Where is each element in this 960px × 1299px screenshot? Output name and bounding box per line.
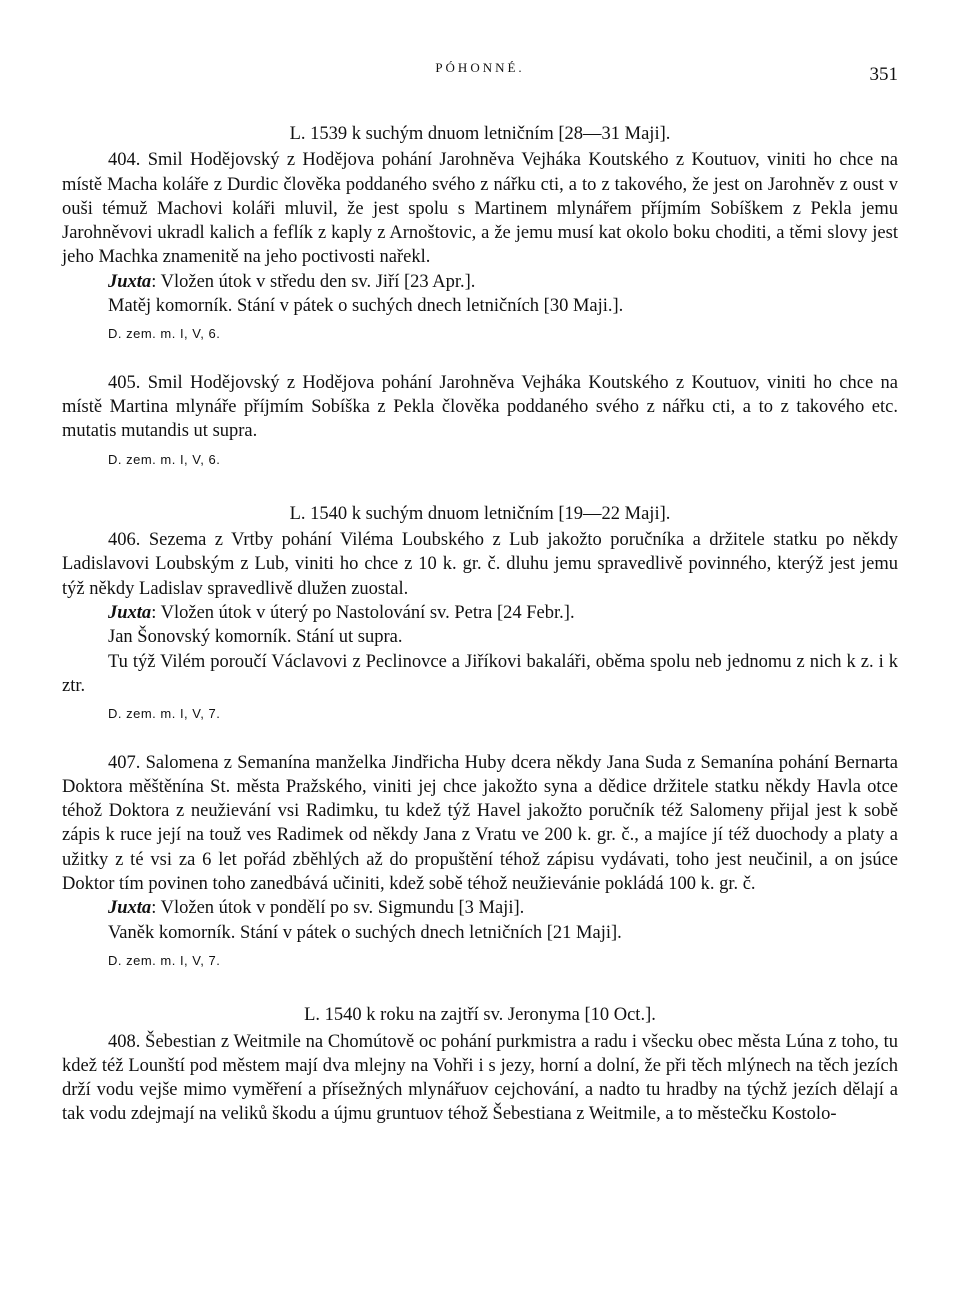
section-heading: L. 1540 k roku na zajtří sv. Jeronyma [10 Oct.]. bbox=[304, 1005, 656, 1026]
entry-text: 405. Smil Hodějovský z Hodějova pohání Jarohněva Vejháka Koutského z Koutuov, viniti ho chce na místě Martina mlynáře příjmím Sobíška z Pekla člověka poddaného svého z nářku cti, a to z takového etc. mutatis mutandis ut supra. bbox=[62, 372, 898, 442]
juxta-text: : Vložen útok v středu den sv. Jiří [23 Apr.]. bbox=[151, 271, 476, 292]
juxta-line bbox=[62, 270, 898, 294]
page-number: 351 bbox=[869, 64, 898, 85]
entry-408 bbox=[62, 1030, 898, 1127]
page-header bbox=[0, 54, 960, 88]
entry-note: Jan Šonovský komorník. Stání ut supra. bbox=[108, 627, 403, 648]
entry-405 bbox=[62, 371, 898, 472]
juxta-line bbox=[62, 601, 898, 625]
entry-text: 406. Sezema z Vrtby pohání Viléma Loubského z Lub jakožto poručníka a držitele statku po někdy Ladislavovi Loubským z Lub, viniti ho chce z 10 k. gr. č. dluhu jemu spravedlivě povinného, kterýž jest jemu týž někdy Ladislav spravedlivě dlužen zuostal. bbox=[62, 530, 898, 599]
juxta-text: : Vložen útok v úterý po Nastolování sv. Petra [24 Febr.]. bbox=[151, 603, 575, 624]
juxta-label: Juxta bbox=[108, 898, 152, 919]
entry-404 bbox=[62, 148, 898, 346]
entry-note: Matěj komorník. Stání v pátek o suchých dnech letničních [30 Maji.]. bbox=[108, 296, 624, 317]
juxta-label: Juxta bbox=[108, 603, 152, 624]
entry-text: 404. Smil Hodějovský z Hodějova pohání Jarohněva Vejháka Koutského z Koutuov, viniti ho chce na místě Macha koláře z Durdic člověka poddaného svého z nářku cti, a to z takového, že jest on Jarohněv z oust v ouši témuž Machovi koláři mluvil, že jest spolu s Martinem mlynářem příjmím Sobíškem z Pekla jemu Jarohněvovi ukradl kalich a feflík z kaply z Arnoštovic, a že jemu musí kat okolo boku choditi, a těmi slovy jest jeho Machka znamenitě na jeho poctivosti nařekl. bbox=[62, 150, 898, 268]
page-body bbox=[62, 122, 898, 1127]
entry-note: Tu týž Vilém poroučí Václavovi z Peclinovce a Jiříkovi bakaláři, oběma spolu neb jednomu z nich k z. i k ztr. bbox=[62, 651, 898, 696]
section-heading: L. 1539 k suchým dnuom letničním [28—31 Maji]. bbox=[289, 124, 671, 144]
archive-reference: D. zem. m. I, V, 6. bbox=[108, 326, 221, 342]
section-heading: L. 1540 k suchým dnuom letničním [19—22 Maji]. bbox=[289, 503, 671, 524]
archive-reference: D. zem. m. I, V, 6. bbox=[108, 451, 221, 467]
juxta-line bbox=[62, 896, 898, 920]
entry-note: Vaněk komorník. Stání v pátek o suchých dnech letničních [21 Maji]. bbox=[108, 922, 622, 943]
entry-text: 407. Salomena z Semanína manželka Jindřicha Huby dcera někdy Jana Suda z Semanína pohání Bernarta Doktora měštěnína St. města Pražského, viniti jej chce jakožto syna a dědice držitele statku někdy Havla otce téhož Doktora z neužievání vsi Radimku, tu kdež týž Havel jakožto poručník též Salomeny přijal jest k sobě zápis k ruce její na touž ves Radimek od někdy Jana z Vratu ve 200 k. gr. č., a majíce jí též duochody a platy a užitky z té vsi za 6 let pořád zběhlých až do propuštění téhož zápisu vydávati, toho jest neučinil, a on jsúce Doktor tím povinen toho zanedbává učiniti, kdež sobě téhož neužievánie pokládá 100 k. gr. č. bbox=[62, 752, 898, 895]
running-title: PÓHONNÉ. bbox=[435, 60, 525, 75]
juxta-text: : Vložen útok v pondělí po sv. Sigmundu [3 Maji]. bbox=[151, 898, 525, 919]
entry-407 bbox=[62, 751, 898, 974]
entry-text: 408. Šebestian z Weitmile na Chomútově oc pohání purkmistra a radu i všecku obec města Lúna z toho, tu kdež též Lounští pod městem mají dva mlejny na Vohři i s jezy, horní a dolní, že při těch mlýnech na těch jezích drží vodu vejše mimo vyměření a přísežných mlynářuov cejchování, a nadto tu hradby na týchž jezích dělají a tak vodu zdejmají na veliků škodu a újmu gruntuov téhož Šebestiana z Weitmile, a to městečku Kostolo- bbox=[62, 1031, 898, 1125]
juxta-label: Juxta bbox=[108, 271, 152, 292]
entry-406 bbox=[62, 528, 898, 726]
archive-reference: D. zem. m. I, V, 7. bbox=[108, 952, 221, 968]
archive-reference: D. zem. m. I, V, 7. bbox=[108, 706, 221, 722]
